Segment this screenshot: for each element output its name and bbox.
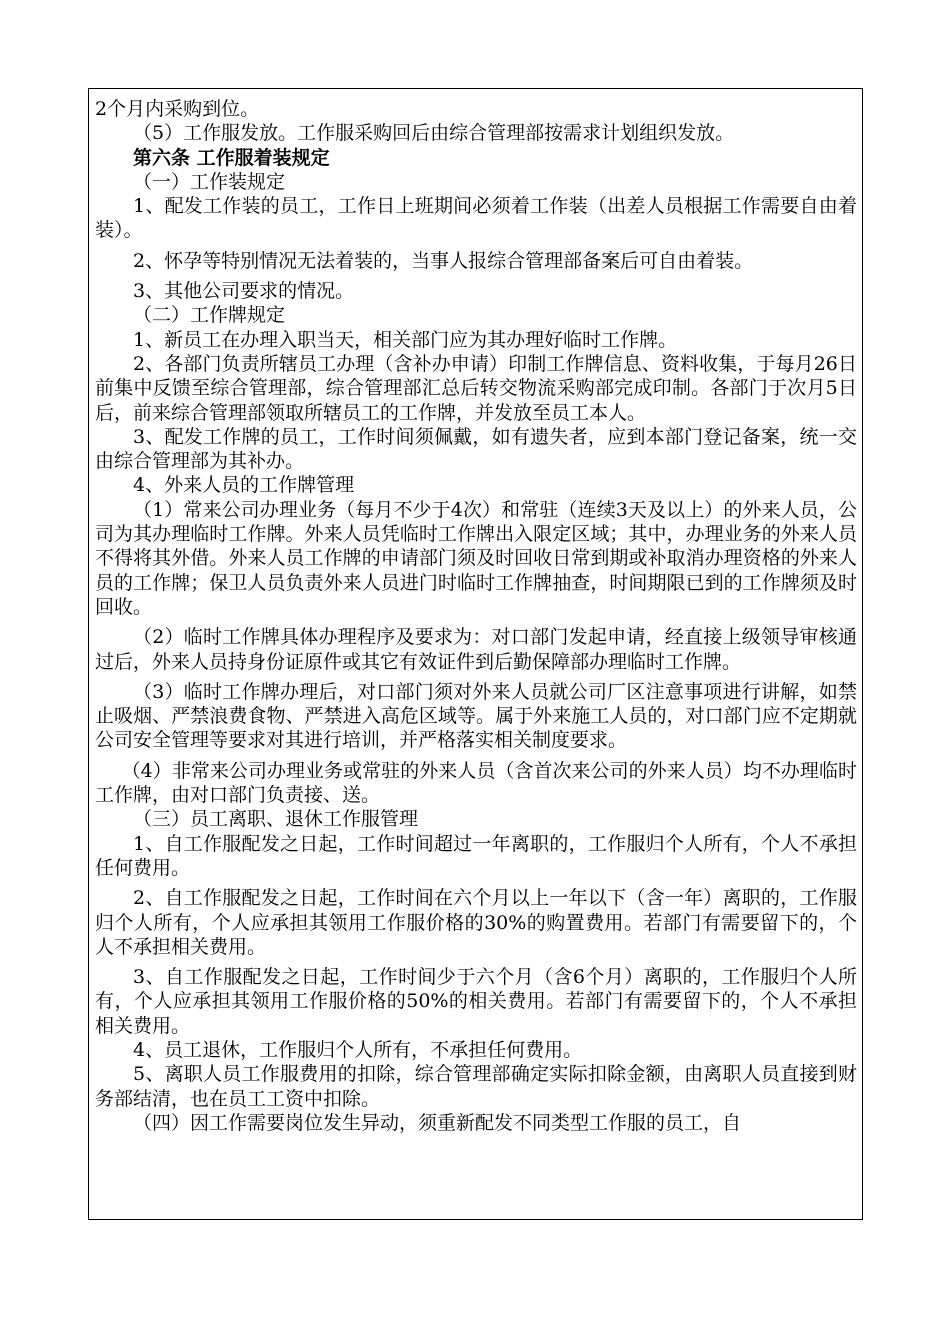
paragraph: 3、其他公司要求的情况。 — [133, 280, 355, 303]
paragraph: 1、新员工在办理入职当天，相关部门应为其办理好临时工作牌。 — [133, 328, 678, 351]
document-body — [95, 97, 857, 1135]
paragraph: 2、自工作服配发之日起，工作时间在六个月以上一年以下（含一年）离职的，工作服归个人所有，个人应承担其领用工作服价格的30%的购置费用。若部门有需要留下的，个人不承担相关费用。 — [95, 887, 857, 958]
subheading-badge-rules: （二）工作牌规定 — [133, 304, 286, 327]
paragraph: 3、自工作服配发之日起，工作时间少于六个月（含6个月）离职的，工作服归个人所有，个人应承担其领用工作服价格的50%的相关费用。若部门有需要留下的，个人不承担相关费用。 — [95, 966, 857, 1037]
paragraph-continuation: 2个月内采购到位。 — [95, 98, 260, 120]
paragraph: （2）临时工作牌具体办理程序及要求为：对口部门发起申请，经直接上级领导审核通过后，外来人员持身份证原件或其它有效证件到后勤保障部办理临时工作牌。 — [95, 626, 857, 673]
paragraph: （四）因工作需要岗位发生异动，须重新配发不同类型工作服的员工，自 — [133, 1111, 742, 1134]
paragraph: 2、怀孕等特别情况无法着装的，当事人报综合管理部备案后可自由着装。 — [133, 249, 754, 272]
paragraph: （3）临时工作牌办理后，对口部门须对外来人员就公司厂区注意事项进行讲解，如禁止吸烟、严禁浪费食物、严禁进入高危区域等。属于外来施工人员的，对口部门应不定期就公司安全管理等要求对其进行培训，并严格落实相关制度要求。 — [95, 680, 857, 752]
paragraph: 5、离职人员工作服费用的扣除，综合管理部确定实际扣除金额，由离职人员直接到财务部结清，也在员工工资中扣除。 — [95, 1063, 857, 1110]
paragraph: 3、配发工作牌的员工，工作时间须佩戴，如有遗失者，应到本部门登记备案，统一交由综合管理部为其补办。 — [95, 425, 857, 473]
paragraph: 2、各部门负责所辖员工办理（含补办申请）印制工作牌信息、资料收集，于每月26日前集中反馈至综合管理部，综合管理部汇总后转交物流采购部完成印制。各部门于次月5日后，前来综合管理部领取所辖员工的工作牌，并发放至员工本人。 — [95, 352, 857, 424]
paragraph: 4、员工退休，工作服归个人所有，不承担任何费用。 — [133, 1038, 583, 1061]
section-heading-article-6: 第六条 工作服着装规定 — [133, 146, 330, 169]
subheading-uniform-rules: （一）工作装规定 — [133, 170, 286, 193]
paragraph: 4、外来人员的工作牌管理 — [133, 474, 355, 497]
paragraph: （4）非常来公司办理业务或常驻的外来人员（含首次来公司的外来人员）均不办理临时工作牌，由对口部门负责接、送。 — [95, 759, 857, 807]
paragraph-item-5: （5）工作服发放。工作服采购回后由综合管理部按需求计划组织发放。 — [133, 122, 735, 145]
subheading-resignation-uniform: （三）员工离职、退休工作服管理 — [133, 808, 419, 831]
paragraph: 1、自工作服配发之日起，工作时间超过一年离职的，工作服归个人所有，个人不承担任何费用。 — [95, 832, 857, 879]
paragraph: （1）常来公司办理业务（每月不少于4次）和常驻（连续3天及以上）的外来人员，公司为其办理临时工作牌。外来人员凭临时工作牌出入限定区域；其中，办理业务的外来人员不得将其外借。外来人员工作牌的申请部门须及时回收日常到期或补取消办理资格的外来人员的工作牌；保卫人员负责外来人员进门时临时工作牌抽查，时间期限已到的工作牌须及时回收。 — [95, 498, 857, 618]
paragraph: 1、配发工作装的员工，工作日上班期间必须着工作装（出差人员根据工作需要自由着装）。 — [95, 195, 857, 242]
